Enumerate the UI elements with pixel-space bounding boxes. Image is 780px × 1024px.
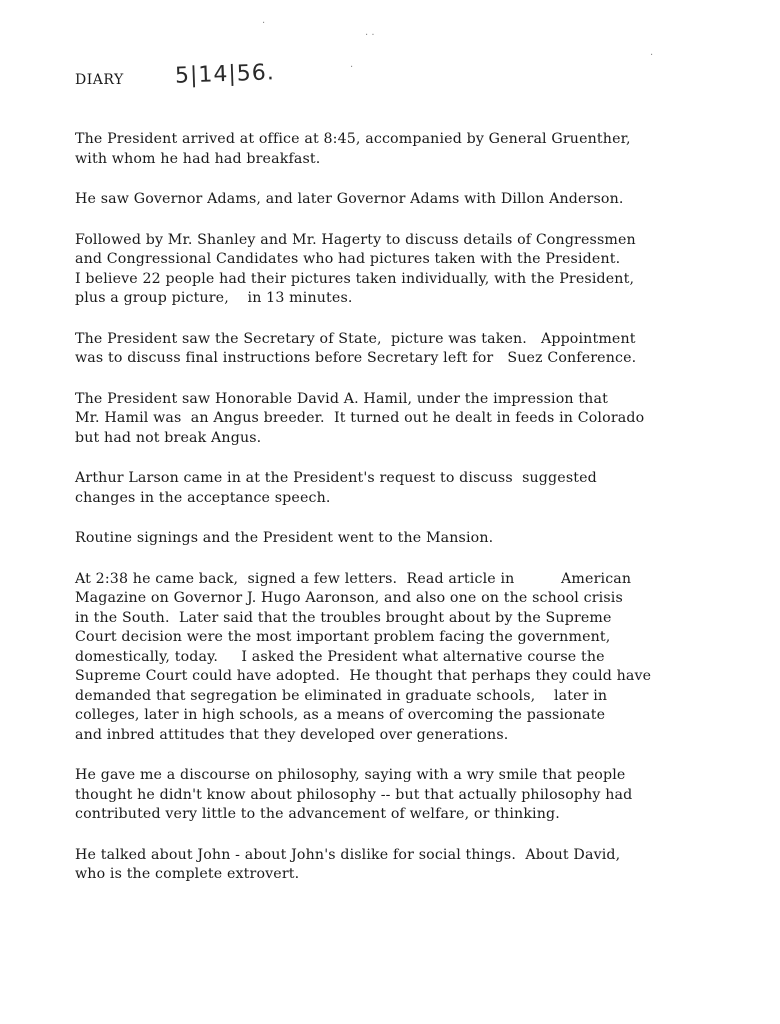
- handwritten-date: 5|14|56.: [174, 60, 276, 89]
- text-line: in the South. Later said that the troubles brought about by the Supreme: [75, 609, 612, 626]
- scan-speck: ·: [350, 62, 354, 73]
- scan-speck: ·: [650, 50, 654, 61]
- text-line: Routine signings and the President went to the Mansion.: [75, 530, 494, 546]
- text-line: He gave me a discourse on philosophy, saying with a wry smile that people: [75, 767, 626, 783]
- text-line: with whom he had had breakfast.: [75, 150, 321, 167]
- text-line: domestically, today. I asked the President what alternative course the: [75, 648, 605, 665]
- text-line: who is the complete extrovert.: [75, 866, 300, 882]
- text-line: plus a group picture, in 13 minutes.: [75, 290, 353, 306]
- diary-paragraph: [75, 846, 765, 885]
- text-line: I believe 22 people had their pictures taken individually, with the President,: [75, 270, 635, 287]
- diary-paragraph: [75, 390, 765, 449]
- text-line: Magazine on Governor J. Hugo Aaronson, and also one on the school crisis: [75, 590, 623, 606]
- text-line: Followed by Mr. Shanley and Mr. Hagerty to discuss details of Congressmen: [75, 231, 636, 248]
- text-line: was to discuss final instructions before Secretary left for Suez Conference.: [75, 350, 637, 366]
- diary-body: [75, 130, 765, 906]
- text-line: changes in the acceptance speech.: [75, 489, 331, 506]
- text-line: contributed very little to the advancement of welfare, or thinking.: [75, 806, 560, 822]
- text-line: The President saw the Secretary of State, picture was taken. Appointment: [75, 330, 636, 347]
- text-line: Supreme Court could have adopted. He thought that perhaps they could have: [75, 668, 652, 684]
- text-line: but had not break Angus.: [75, 429, 262, 446]
- scan-speck: ·: [262, 18, 266, 29]
- diary-paragraph: [75, 330, 765, 369]
- text-line: demanded that segregation be eliminated in graduate schools, later in: [75, 687, 608, 704]
- text-line: and inbred attitudes that they developed over generations.: [75, 726, 509, 743]
- diary-paragraph: [75, 570, 765, 746]
- text-line: The President arrived at office at 8:45, accompanied by General Gruenther,: [75, 131, 631, 147]
- text-line: thought he didn't know about philosophy -- but that actually philosophy had: [75, 786, 633, 803]
- diary-paragraph: [75, 529, 765, 549]
- diary-paragraph: [75, 231, 765, 309]
- text-line: and Congressional Candidates who had pictures taken with the President.: [75, 251, 621, 267]
- diary-paragraph: [75, 130, 765, 169]
- diary-paragraph: [75, 190, 765, 210]
- text-line: Arthur Larson came in at the President's request to discuss suggested: [75, 470, 597, 486]
- text-line: Court decision were the most important problem facing the government,: [75, 629, 611, 645]
- diary-paragraph: [75, 469, 765, 508]
- diary-label: DIARY: [75, 72, 124, 88]
- text-line: At 2:38 he came back, signed a few letters. Read article in American: [75, 570, 632, 587]
- text-line: He talked about John - about John's dislike for social things. About David,: [75, 846, 621, 863]
- text-line: Mr. Hamil was an Angus breeder. It turned out he dealt in feeds in Colorado: [75, 410, 645, 426]
- diary-paragraph: [75, 766, 765, 825]
- text-line: The President saw Honorable David A. Hamil, under the impression that: [75, 390, 608, 407]
- scan-speck: · ·: [365, 30, 375, 41]
- text-line: colleges, later in high schools, as a means of overcoming the passionate: [75, 707, 606, 723]
- text-line: He saw Governor Adams, and later Governor Adams with Dillon Anderson.: [75, 191, 624, 207]
